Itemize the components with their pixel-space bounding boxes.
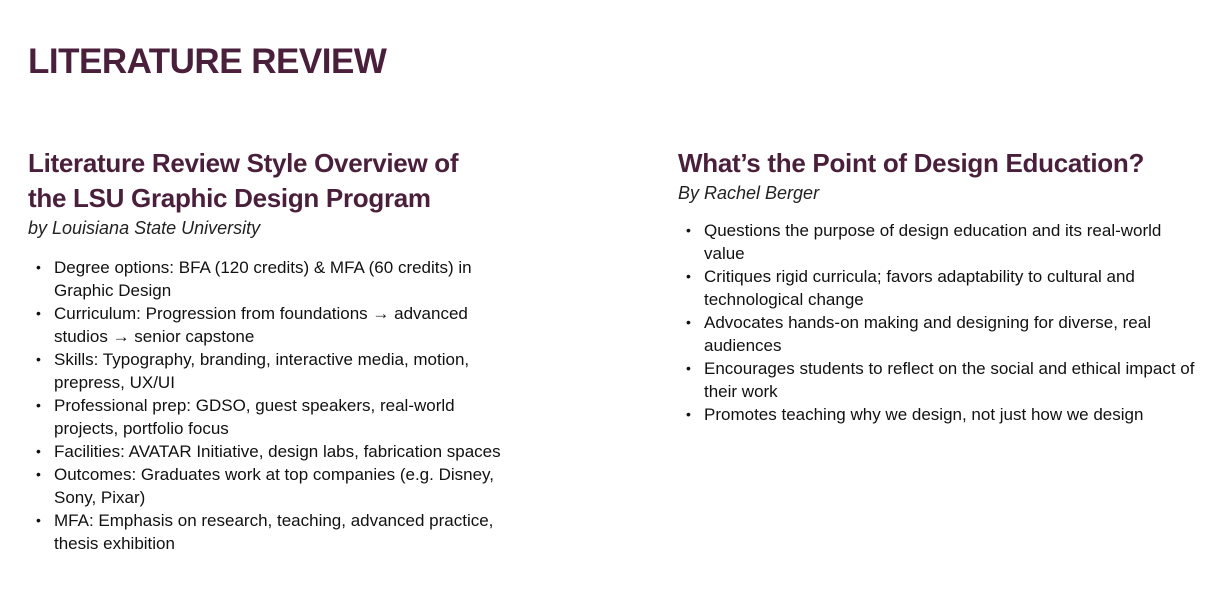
- bullet-icon: •: [36, 512, 41, 528]
- list-item: [28, 348, 518, 394]
- list-item-text: Critiques rigid curricula; favors adaptability to cultural and technological change: [704, 267, 1135, 309]
- review-points-list: [28, 256, 518, 555]
- list-item: [28, 463, 518, 509]
- list-item-text: Curriculum: Progression from foundations → advanced studios → senior capstone: [54, 304, 468, 346]
- list-item-text: Questions the purpose of design education and its real-world value: [704, 221, 1162, 263]
- list-item: [28, 256, 518, 302]
- list-item-text: Degree options: BFA (120 credits) & MFA (60 credits) in Graphic Design: [54, 258, 472, 300]
- bullet-icon: •: [36, 466, 41, 482]
- bullet-icon: •: [36, 351, 41, 367]
- bullet-icon: •: [686, 360, 691, 376]
- bullet-icon: •: [36, 397, 41, 413]
- list-item-text: Skills: Typography, branding, interactive media, motion, prepress, UX/UI: [54, 350, 470, 392]
- bullet-icon: •: [36, 443, 41, 459]
- bullet-icon: •: [36, 259, 41, 275]
- list-item: [28, 440, 518, 463]
- list-item-text: Facilities: AVATAR Initiative, design labs, fabrication spaces: [54, 442, 501, 461]
- list-item: [28, 302, 518, 348]
- list-item: [678, 357, 1198, 403]
- review-byline: By Rachel Berger: [678, 183, 820, 203]
- list-item: [28, 509, 518, 555]
- review-design-education: [678, 146, 1198, 426]
- bullet-icon: •: [36, 305, 41, 321]
- bullet-icon: •: [686, 222, 691, 238]
- list-item-text: Professional prep: GDSO, guest speakers, real-world projects, portfolio focus: [54, 396, 455, 438]
- bullet-icon: •: [686, 314, 691, 330]
- review-points-list: [678, 219, 1198, 426]
- list-item-text: Outcomes: Graduates work at top companies (e.g. Disney, Sony, Pixar): [54, 465, 494, 507]
- list-item: [678, 265, 1198, 311]
- list-item: [678, 311, 1198, 357]
- list-item: [28, 394, 518, 440]
- list-item: [678, 403, 1198, 426]
- list-item-text: Encourages students to reflect on the social and ethical impact of their work: [704, 359, 1195, 401]
- list-item-text: Promotes teaching why we design, not just how we design: [704, 405, 1144, 424]
- review-lsu-program: [28, 146, 518, 555]
- review-byline: by Louisiana State University: [28, 218, 261, 238]
- list-item: [678, 219, 1198, 265]
- bullet-icon: •: [686, 406, 691, 422]
- bullet-icon: •: [686, 268, 691, 284]
- page-title: LITERATURE REVIEW: [28, 42, 387, 81]
- list-item-text: MFA: Emphasis on research, teaching, advanced practice, thesis exhibition: [54, 511, 494, 553]
- review-title: Literature Review Style Overview of the LSU Graphic Design Program: [28, 148, 459, 213]
- list-item-text: Advocates hands-on making and designing for diverse, real audiences: [704, 313, 1151, 355]
- review-title: What’s the Point of Design Education?: [678, 148, 1145, 178]
